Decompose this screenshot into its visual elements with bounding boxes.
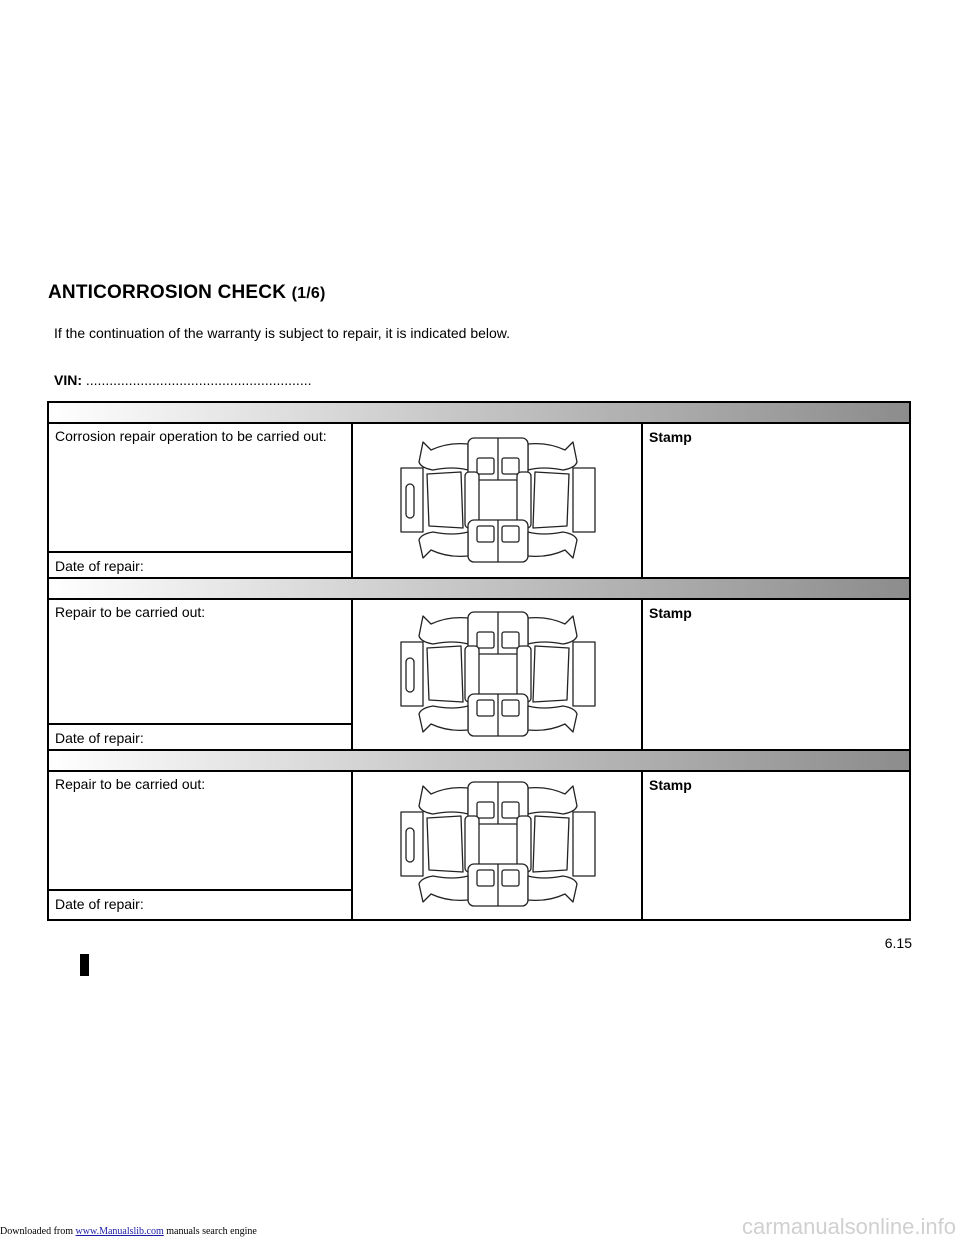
title-part: (1/6): [291, 285, 326, 302]
repair-entry-2: [49, 600, 909, 749]
date-of-repair-field[interactable]: [49, 889, 351, 919]
operation-cell[interactable]: [49, 772, 353, 919]
page-number: 6.15: [884, 935, 912, 951]
section-tab-marker: [80, 954, 89, 976]
footer-suffix: manuals search engine: [166, 1226, 257, 1237]
stamp-cell[interactable]: [643, 424, 909, 577]
date-label: Date of repair:: [55, 896, 144, 912]
download-footer: [0, 1226, 257, 1237]
car-body-diagram: [393, 776, 603, 910]
date-label: Date of repair:: [55, 730, 144, 746]
section-band: [49, 403, 909, 424]
vin-label: VIN:: [54, 372, 82, 388]
date-label: Date of repair:: [55, 558, 144, 574]
car-body-diagram: [393, 606, 603, 740]
operation-cell[interactable]: [49, 600, 353, 749]
repair-entry-3: [49, 772, 909, 919]
date-of-repair-field[interactable]: [49, 551, 351, 577]
car-body-diagram: [393, 432, 603, 566]
watermark: carmanualsonline.info: [741, 1214, 956, 1239]
car-diagram-cell: [353, 424, 643, 577]
repair-entry-1: [49, 424, 909, 577]
section-band: [49, 577, 909, 600]
intro-text: If the continuation of the warranty is subject to repair, it is indicated below.: [54, 325, 511, 341]
stamp-label: Stamp: [649, 777, 692, 793]
car-diagram-cell: [353, 772, 643, 919]
date-of-repair-field[interactable]: [49, 723, 351, 749]
operation-label: Repair to be carried out:: [55, 776, 206, 792]
operation-label: Repair to be carried out:: [55, 604, 206, 620]
vin-dots: ..........................................................: [85, 372, 312, 388]
repair-table: [47, 401, 911, 921]
car-diagram-cell: [353, 600, 643, 749]
stamp-cell[interactable]: [643, 600, 909, 749]
page-title: ANTICORROSION CHECK (1/6): [48, 282, 326, 303]
vin-line: [54, 372, 312, 388]
stamp-cell[interactable]: [643, 772, 909, 919]
stamp-label: Stamp: [649, 429, 692, 445]
stamp-label: Stamp: [649, 605, 692, 621]
section-band: [49, 749, 909, 772]
footer-prefix: Downloaded from: [0, 1226, 74, 1237]
operation-cell[interactable]: [49, 424, 353, 577]
operation-label: Corrosion repair operation to be carried out:: [55, 428, 327, 444]
manualslib-link[interactable]: www.Manualslib.com: [75, 1226, 164, 1237]
